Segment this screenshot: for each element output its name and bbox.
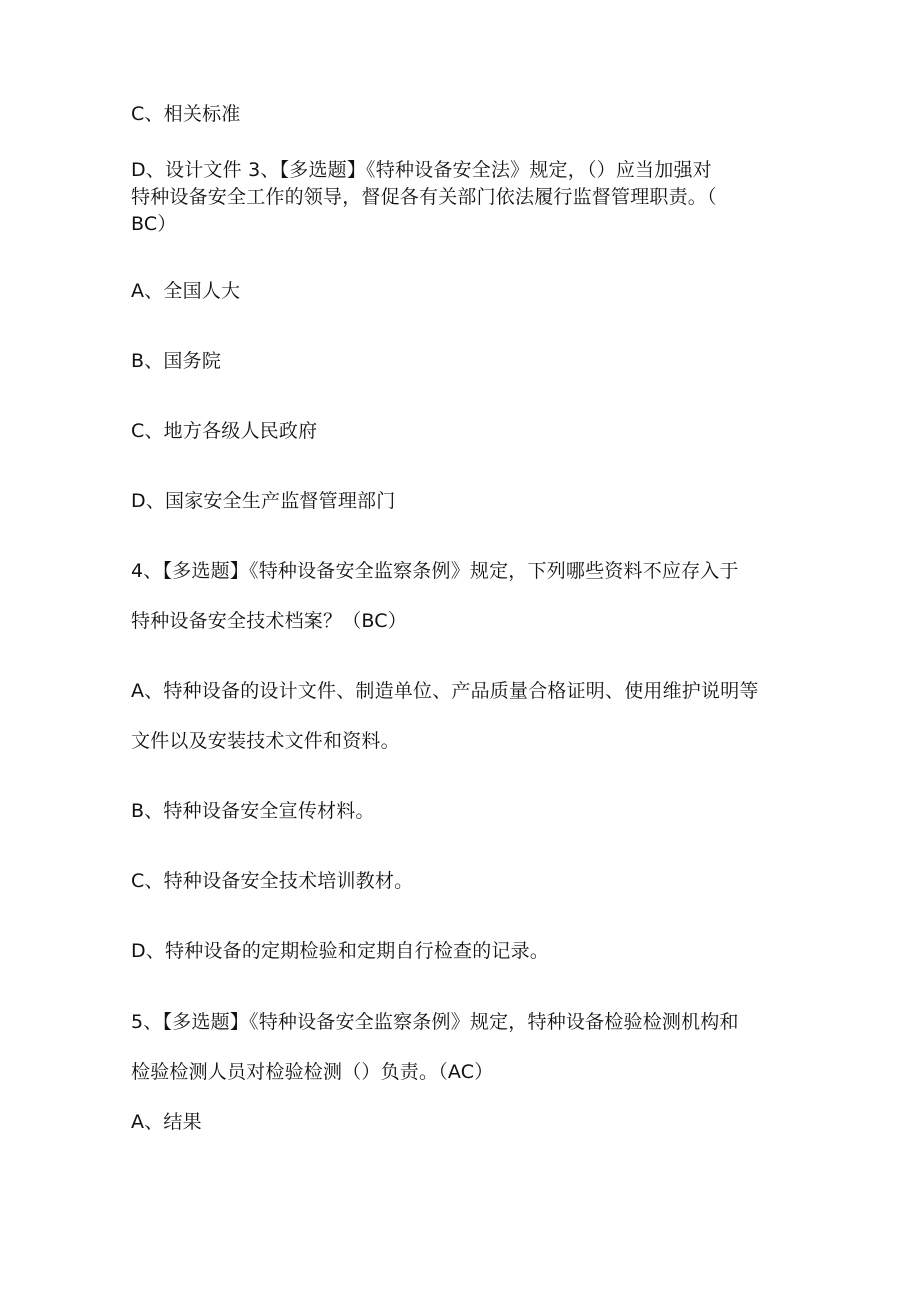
- question-3-line-2: 特种设备安全工作的领导，督促各有关部门依法履行监督管理职责。（: [131, 186, 717, 208]
- question-3-line-1: D、设计文件 3、【多选题】《特种设备安全法》规定，（）应当加强对: [131, 159, 712, 181]
- question-3-option-d: D、国家安全生产监督管理部门: [131, 490, 396, 512]
- question-4-option-c: C、特种设备安全技术培训教材。: [131, 870, 414, 892]
- question-4-option-a-line-2: 文件以及安装技术文件和资料。: [131, 730, 400, 752]
- question-4-option-b: B、特种设备安全宣传材料。: [131, 800, 375, 822]
- question-3-answer: BC）: [131, 213, 177, 235]
- question-3-option-b: B、国务院: [131, 350, 222, 372]
- question-5-option-a: A、结果: [131, 1111, 202, 1133]
- question-4-option-a-line-1: A、特种设备的设计文件、制造单位、产品质量合格证明、使用维护说明等: [131, 680, 759, 702]
- question-4-option-d: D、特种设备的定期检验和定期自行检查的记录。: [131, 940, 550, 962]
- option-c-related-standards: C、相关标准: [131, 103, 241, 125]
- question-3-option-c: C、地方各级人民政府: [131, 420, 318, 442]
- question-5-line-2: 检验检测人员对检验检测（）负责。（AC）: [131, 1061, 494, 1083]
- question-3-option-a: A、全国人大: [131, 280, 241, 302]
- question-4-line-2: 特种设备安全技术档案？（BC）: [131, 610, 407, 632]
- question-4-line-1: 4、【多选题】《特种设备安全监察条例》规定，下列哪些资料不应存入于: [131, 560, 739, 582]
- question-5-line-1: 5、【多选题】《特种设备安全监察条例》规定，特种设备检验检测机构和: [131, 1011, 739, 1033]
